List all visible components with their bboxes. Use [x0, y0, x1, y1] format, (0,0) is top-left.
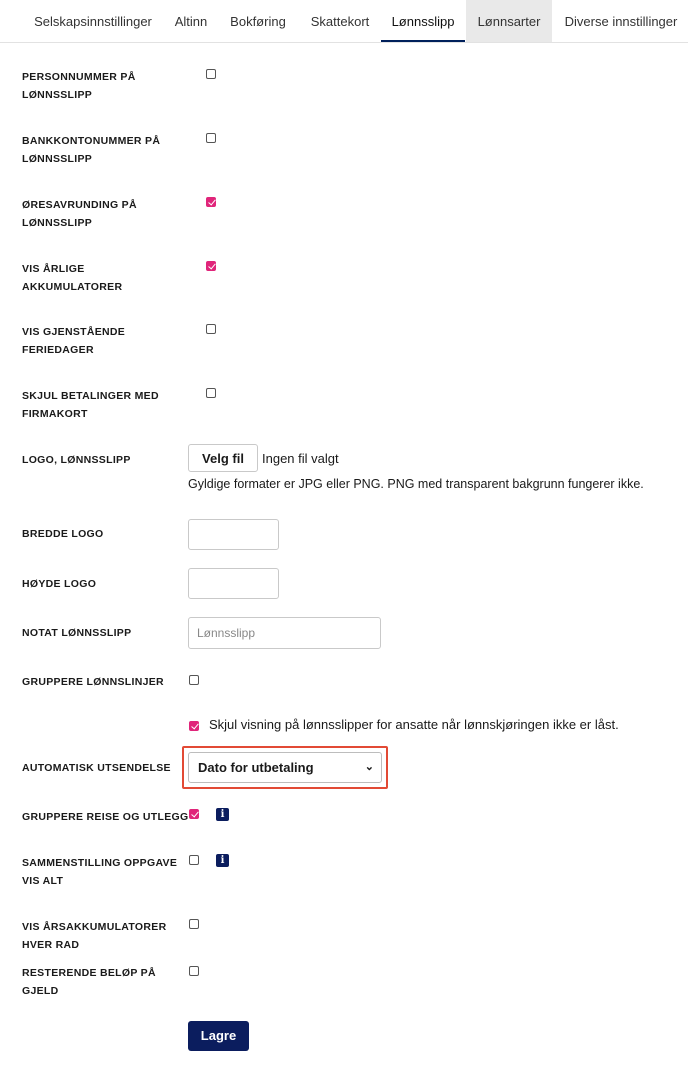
- arlige-akkumulatorer-label: [22, 260, 122, 296]
- hoyde-logo-label: HØYDE LOGO: [22, 578, 97, 590]
- resterende-label-line1: RESTERENDE BELØP PÅ: [22, 967, 156, 979]
- settings-tabs: [0, 0, 688, 43]
- skjul-visning-label: Skjul visning på lønnsslipper for ansatte når lønnskjøringen ikke er låst.: [209, 717, 619, 732]
- resterende-checkbox[interactable]: [189, 966, 199, 976]
- tab-selskapsinnstillinger[interactable]: Selskapsinnstillinger: [34, 14, 152, 29]
- firmakort-label-line2: FIRMAKORT: [22, 408, 88, 420]
- arlige-label-line2: AKKUMULATORER: [22, 281, 123, 293]
- feriedager-label: [22, 323, 125, 359]
- personnummer-checkbox[interactable]: [206, 69, 216, 79]
- logo-format-hint: Gyldige formater er JPG eller PNG. PNG med transparent bakgrunn fungerer ikke.: [188, 477, 644, 491]
- info-icon[interactable]: i: [216, 854, 229, 867]
- oresavrunding-checkbox[interactable]: [206, 197, 216, 207]
- notat-lonnsslipp-input[interactable]: Lønnsslipp: [188, 617, 381, 649]
- gruppere-reise-checkbox[interactable]: [189, 809, 199, 819]
- resterende-label: [22, 964, 156, 1000]
- arsakkumulatorer-label-line2: HVER RAD: [22, 939, 80, 951]
- oresavrunding-label-line1: ØRESAVRUNDING PÅ: [22, 199, 137, 211]
- oresavrunding-label-line2: LØNNSSLIPP: [22, 217, 93, 229]
- bredde-logo-input[interactable]: [188, 519, 279, 550]
- arlige-akkumulatorer-checkbox[interactable]: [206, 261, 216, 271]
- bredde-logo-label: BREDDE LOGO: [22, 528, 104, 540]
- personnummer-label-line2: LØNNSSLIPP: [22, 89, 93, 101]
- tab-lonnsslipp[interactable]: Lønnsslipp: [381, 0, 465, 42]
- select-value: Dato for utbetaling: [198, 760, 314, 775]
- sammenstilling-checkbox[interactable]: [189, 855, 199, 865]
- feriedager-checkbox[interactable]: [206, 324, 216, 334]
- notat-lonnsslipp-label: NOTAT LØNNSSLIPP: [22, 627, 132, 639]
- sammenstilling-label-line1: SAMMENSTILLING OPPGAVE: [22, 857, 178, 869]
- feriedager-label-line1: VIS GJENSTÅENDE: [22, 326, 126, 338]
- firmakort-label-line1: SKJUL BETALINGER MED: [22, 390, 159, 402]
- feriedager-label-line2: FERIEDAGER: [22, 344, 94, 356]
- bankkonto-label-line2: LØNNSSLIPP: [22, 153, 93, 165]
- gruppere-lonnslinjer-label: GRUPPERE LØNNSLINJER: [22, 676, 164, 688]
- firmakort-checkbox[interactable]: [206, 388, 216, 398]
- gruppere-lonnslinjer-checkbox[interactable]: [189, 675, 199, 685]
- bankkonto-label: [22, 132, 160, 168]
- file-status: Ingen fil valgt: [262, 451, 339, 466]
- automatisk-utsendelse-label: AUTOMATISK UTSENDELSE: [22, 762, 171, 774]
- logo-label: LOGO, LØNNSSLIPP: [22, 454, 131, 466]
- arsakkumulatorer-label-line1: VIS ÅRSAKKUMULATORER: [22, 921, 167, 933]
- firmakort-label: [22, 387, 159, 423]
- sammenstilling-label: [22, 854, 177, 890]
- tab-bokforing[interactable]: Bokføring: [230, 14, 286, 29]
- tab-diverse-innstillinger[interactable]: Diverse innstillinger: [564, 14, 678, 29]
- bankkonto-checkbox[interactable]: [206, 133, 216, 143]
- personnummer-label: [22, 68, 136, 104]
- tab-skattekort[interactable]: Skattekort: [310, 14, 370, 29]
- arsakkumulatorer-label: [22, 918, 166, 954]
- bankkonto-label-line1: BANKKONTONUMMER PÅ: [22, 135, 161, 147]
- skjul-visning-checkbox[interactable]: [189, 721, 199, 731]
- automatisk-utsendelse-select[interactable]: [188, 752, 382, 783]
- resterende-label-line2: GJELD: [22, 985, 59, 997]
- gruppere-reise-label: GRUPPERE REISE OG UTLEGG: [22, 811, 189, 823]
- info-icon[interactable]: i: [216, 808, 229, 821]
- arsakkumulatorer-checkbox[interactable]: [189, 919, 199, 929]
- oresavrunding-label: [22, 196, 137, 232]
- chevron-down-icon: ⌄: [364, 761, 374, 773]
- tab-lonnsarter[interactable]: Lønnsarter: [466, 0, 552, 42]
- save-button[interactable]: Lagre: [188, 1021, 249, 1051]
- tab-altinn[interactable]: Altinn: [174, 14, 208, 29]
- choose-file-button[interactable]: Velg fil: [188, 444, 258, 472]
- hoyde-logo-input[interactable]: [188, 568, 279, 599]
- sammenstilling-label-line2: VIS ALT: [22, 875, 64, 887]
- arlige-label-line1: VIS ÅRLIGE: [22, 263, 85, 275]
- personnummer-label-line1: PERSONNUMMER PÅ: [22, 71, 136, 83]
